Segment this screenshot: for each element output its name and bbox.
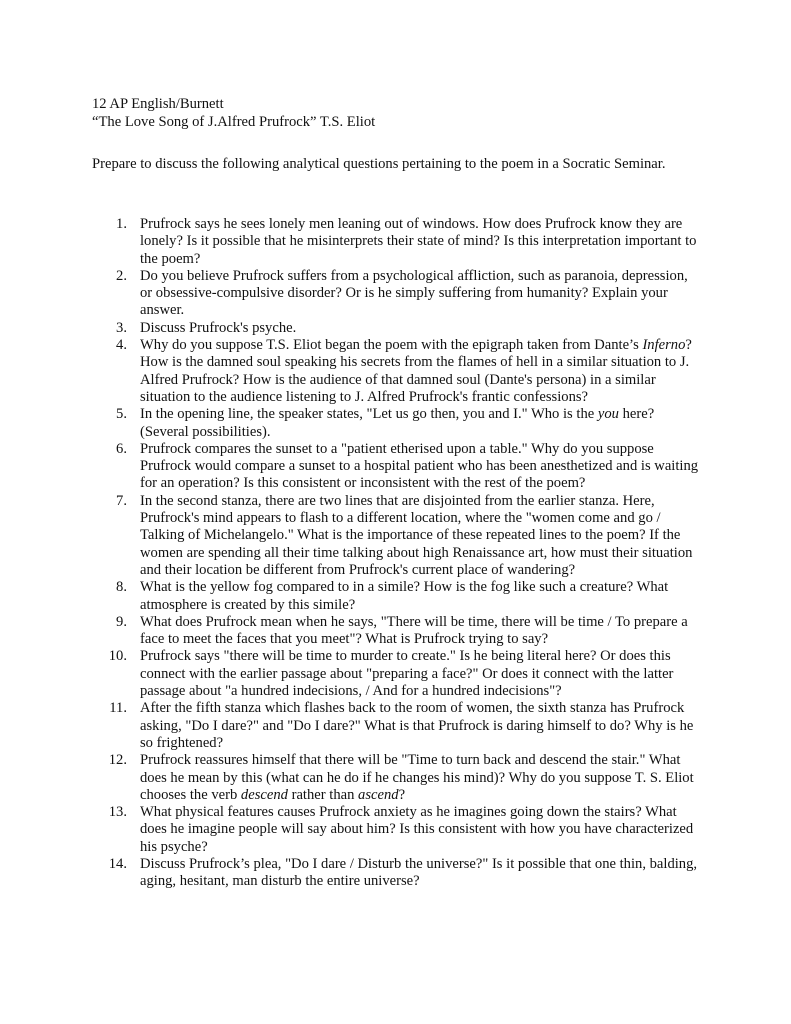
question-number: 1. xyxy=(116,216,127,232)
question-text-segment: In the opening line, the speaker states, "Let us go then, you and I." Who is the xyxy=(140,406,598,423)
question-text xyxy=(140,752,694,803)
question-number: 13. xyxy=(108,804,127,821)
question-text xyxy=(140,337,692,405)
question-text-segment: Discuss Prufrock's psyche. xyxy=(140,319,297,336)
question-number: 8. xyxy=(116,579,127,596)
question-text xyxy=(140,700,693,751)
question-text xyxy=(140,320,296,336)
question-item xyxy=(92,406,702,441)
question-text-segment: After the fifth stanza which flashes back to the room of women, the sixth stanza has Prufrock asking, "Do I dare?" and "Do I dare?" What is that Prufrock is daring himself to do? Why is he so frightened? xyxy=(140,700,694,751)
question-text-segment: What does Prufrock mean when he says, "There will be time, there will be time / To prepare a face to meet the faces that you meet"? What is Prufrock trying to say? xyxy=(140,613,688,648)
question-text-segment: Prufrock compares the sunset to a "patient etherised upon a table." Why do you suppose Prufrock would compare a sunset to a hospital patient who has been anesthetized and is waiting for an operation? Is this consistent or inconsistent with the rest of the poem? xyxy=(140,440,699,492)
question-item xyxy=(92,700,702,752)
question-number: 7. xyxy=(116,492,127,509)
italic-term: descend xyxy=(240,786,288,803)
question-item xyxy=(92,268,702,320)
question-list xyxy=(92,216,702,891)
question-item xyxy=(92,648,702,700)
question-text xyxy=(140,614,688,647)
question-text-segment: Why do you suppose T.S. Eliot began the poem with the epigraph taken from Dante’s xyxy=(140,337,643,354)
question-number: 3. xyxy=(116,319,127,336)
question-text xyxy=(140,579,668,612)
question-text-segment: ? How is the damned soul speaking his secrets from the flames of hell in a similar situation to J. Alfred Prufrock? How is the audience of that damned soul (Dante's persona) in a similar situation to the audience listening to J. Alfred Prufrock's frantic confessions? xyxy=(140,337,692,405)
question-number: 2. xyxy=(116,267,127,284)
question-text-segment: Prufrock says he sees lonely men leaning out of windows. How does Prufrock know they are lonely? Is it possible that he misinterprets their state of mind? Is this interpretation important to the poem? xyxy=(140,216,697,267)
question-item xyxy=(92,337,702,406)
question-text-segment: here? (Several possibilities). xyxy=(140,406,655,440)
question-text-segment: Prufrock says "there will be time to murder to create." Is he being literal here? Or does this connect with the earlier passage about "preparing a face?" Or does it connect with the latter passage about "a hundred indecisions, / And for a hundred indecisions"? xyxy=(140,648,674,700)
question-text-segment: What physical features causes Prufrock anxiety as he imagines going down the stairs? What does he imagine people will say about him? Is this consistent with how you have characterized his psyche? xyxy=(140,804,694,855)
question-text xyxy=(140,268,688,319)
question-text-segment: rather than xyxy=(287,786,359,803)
question-text-segment: ? xyxy=(398,786,406,803)
document-header xyxy=(92,96,712,132)
italic-term: ascend xyxy=(358,786,399,803)
question-text xyxy=(140,441,698,492)
question-text xyxy=(140,648,673,699)
question-item xyxy=(92,856,702,891)
question-item xyxy=(92,614,702,649)
question-number: 4. xyxy=(116,337,127,354)
course-line: 12 AP English/Burnett xyxy=(92,96,224,112)
poem-title-line: “The Love Song of J.Alfred Prufrock” T.S. Eliot xyxy=(92,114,376,130)
italic-term: you xyxy=(597,406,619,423)
question-number: 6. xyxy=(116,440,127,457)
question-number: 12. xyxy=(108,752,127,769)
question-text xyxy=(140,856,697,889)
question-number: 5. xyxy=(116,406,127,423)
question-text-segment: In the second stanza, there are two lines that are disjointed from the earlier stanza. Here, Prufrock's mind appears to flash to a different location, where the "women come and go / Talking of Michelangelo." What is the importance of these repeated lines to the poem? If the women are spending all their time talking about high Renaissance art, how must their situation and their location be different from Prufrock's current place of wandering? xyxy=(140,492,693,578)
question-number: 10. xyxy=(108,648,127,665)
question-item xyxy=(92,216,702,268)
italic-term: Inferno xyxy=(642,337,686,354)
question-number: 9. xyxy=(116,613,127,630)
question-item xyxy=(92,320,702,337)
question-text-segment: What is the yellow fog compared to in a simile? How is the fog like such a creature? What atmosphere is created by this simile? xyxy=(140,579,669,613)
question-item xyxy=(92,579,702,614)
question-text xyxy=(140,406,654,439)
question-item xyxy=(92,441,702,493)
instructions-paragraph: Prepare to discuss the following analytical questions pertaining to the poem in a Socratic Seminar. xyxy=(92,156,666,172)
question-item xyxy=(92,804,702,856)
question-text-segment: Prufrock reassures himself that there will be "Time to turn back and descend the stair." What does he mean by this (what can he do if he changes his mind)? Why do you suppose T. S. Eliot chooses the verb xyxy=(140,752,694,803)
question-item xyxy=(92,752,702,804)
question-number: 14. xyxy=(108,855,127,872)
question-text xyxy=(140,493,692,578)
question-number: 11. xyxy=(109,700,127,717)
question-text xyxy=(140,216,696,267)
question-text xyxy=(140,804,693,855)
question-text-segment: Discuss Prufrock’s plea, "Do I dare / Disturb the universe?" Is it possible that one thin, balding, aging, hesitant, man disturb the entire universe? xyxy=(140,855,698,890)
question-item xyxy=(92,493,702,579)
question-text-segment: Do you believe Prufrock suffers from a psychological affliction, such as paranoia, depression, or obsessive-compulsive disorder? Or is he simply suffering from humanity? Explain your answer. xyxy=(140,267,688,319)
